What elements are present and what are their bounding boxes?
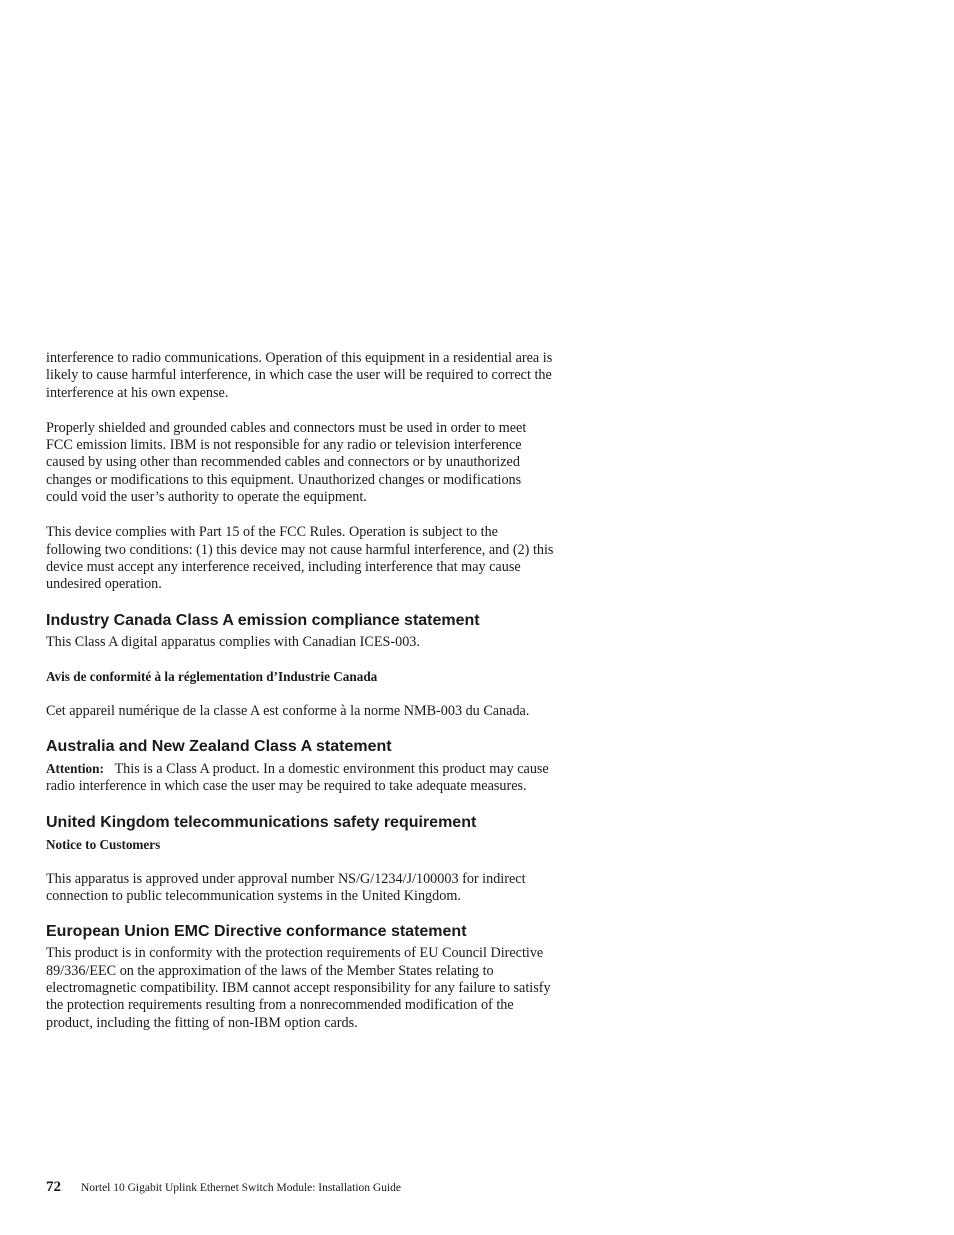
fcc-interference-paragraph: interference to radio communications. Operation of this equipment in a residential area is likely to cause harmful interference, in which case the user will be required to correct the interference at his own expense. (46, 350, 553, 401)
eu-heading: European Union EMC Directive conformance statement (46, 923, 467, 941)
fcc-part15-paragraph: This device complies with Part 15 of the FCC Rules. Operation is subject to the following two conditions: (1) this device may not cause harmful interference, and (2) this device must accept any interference received, including interference that may cause undesired operation. (46, 524, 554, 593)
page-number: 72 (46, 1179, 61, 1195)
canada-french-text: Cet appareil numérique de la classe A est conforme à la norme NMB-003 du Canada. (46, 702, 530, 719)
eu-text: This product is in conformity with the protection requirements of EU Council Directive 89/336/EEC on the approximation of the laws of the Member States relating to electromagnetic compatibility. IBM cannot accept responsibility for any failure to satisfy the protection requirements resulting from a nonrecommended modification of the product, including the fitting of non-IBM option cards. (46, 945, 551, 1031)
shielded-cables-paragraph: Properly shielded and grounded cables and connectors must be used in order to meet FCC emission limits. IBM is not responsible for any radio or television interference caused by using other than recommended cables and connectors or by unauthorized changes or modifications to this equipment. Unauthorized changes or modifications could void the user’s authority to operate the equipment. (46, 419, 527, 506)
uk-heading: United Kingdom telecommunications safety requirement (46, 813, 477, 831)
canada-heading: Industry Canada Class A emission compliance statement (46, 611, 480, 629)
uk-text: This apparatus is approved under approval number NS/G/1234/J/100003 for indirect connection to public telecommunication systems in the United Kingdom. (46, 870, 526, 905)
document-body (46, 350, 556, 1032)
attention-label: Attention: (46, 761, 104, 777)
australia-heading: Australia and New Zealand Class A statement (46, 738, 392, 756)
australia-statement (46, 760, 556, 796)
uk-notice-heading: Notice to Customers (46, 836, 161, 852)
canada-french-heading: Avis de conformité à la réglementation d’Industrie Canada (46, 668, 378, 684)
footer-title: Nortel 10 Gigabit Uplink Ethernet Switch Module: Installation Guide (81, 1182, 402, 1194)
page-footer (46, 1178, 401, 1196)
canada-text: This Class A digital apparatus complies with Canadian ICES-003. (46, 633, 420, 650)
australia-text: This is a Class A product. In a domestic environment this product may cause radio interference in which case the user may be required to take adequate measures. (46, 761, 549, 795)
